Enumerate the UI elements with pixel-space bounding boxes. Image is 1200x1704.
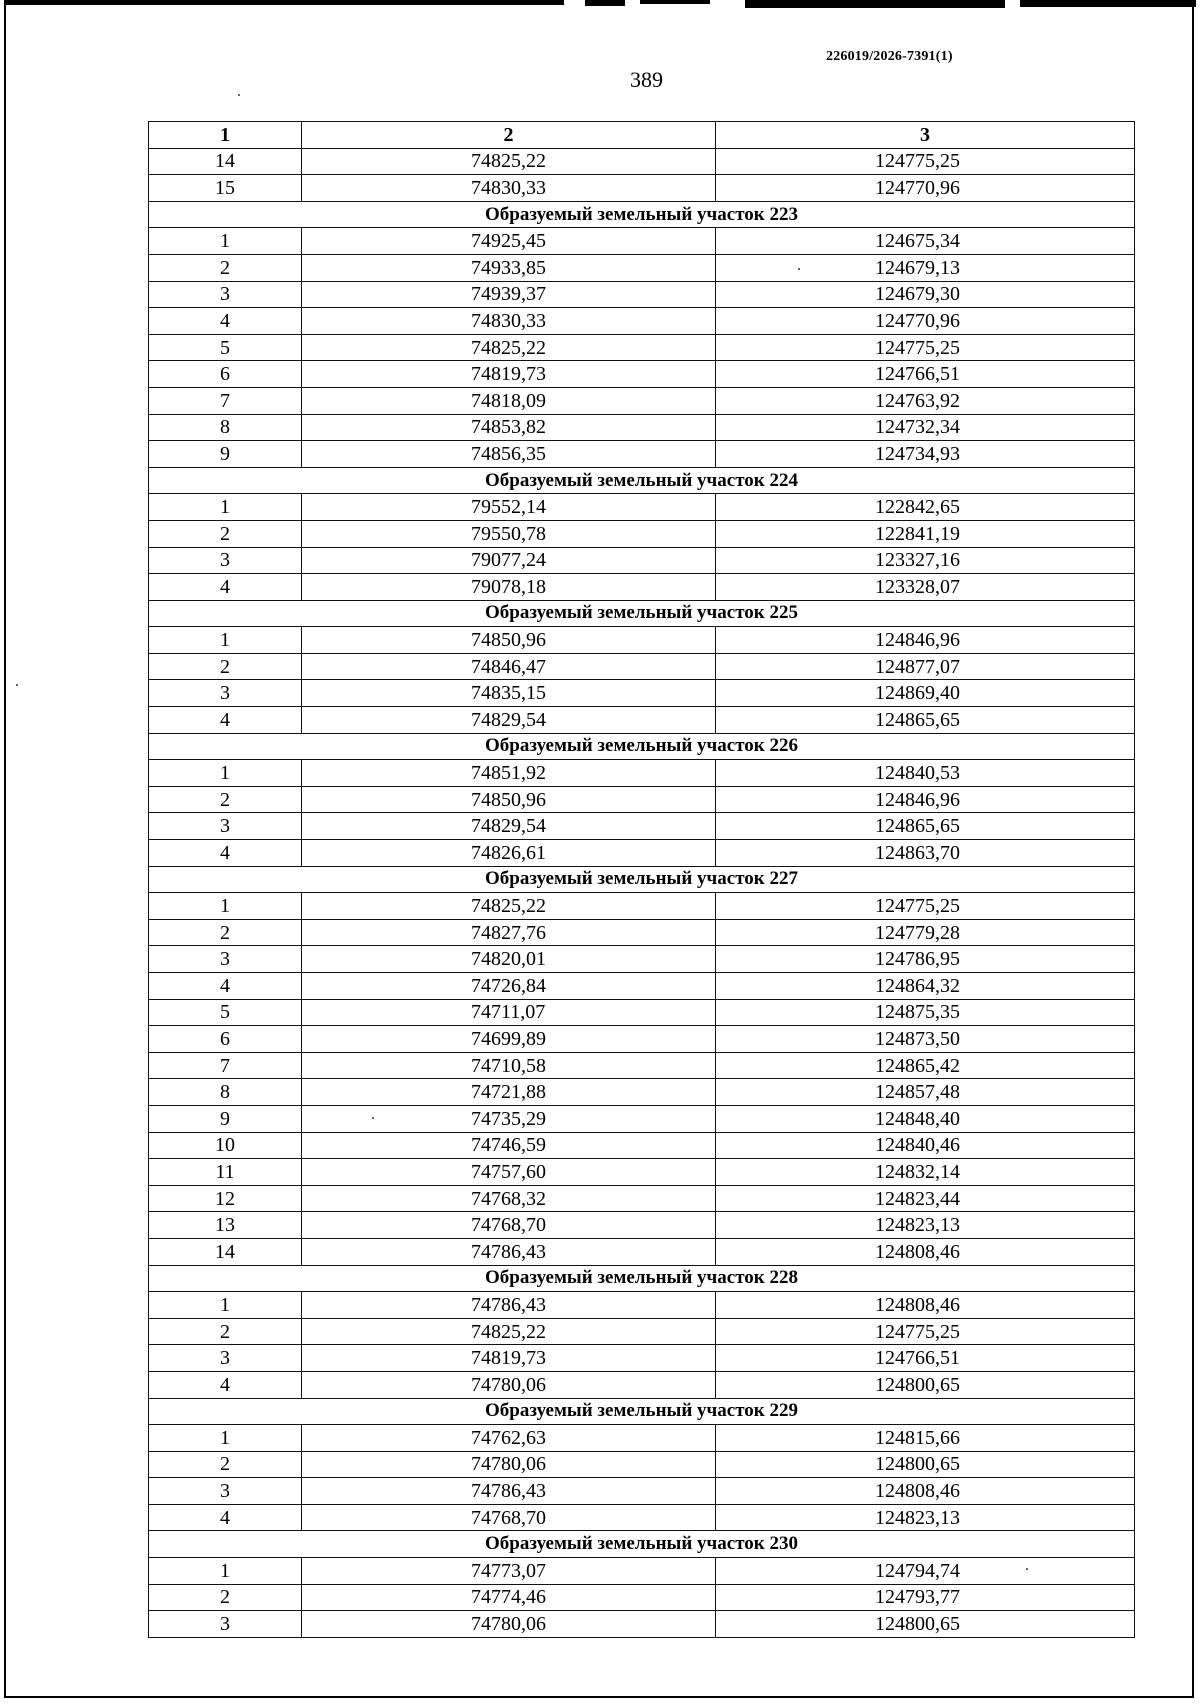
y-coordinate-cell: 124800,65 bbox=[716, 1611, 1135, 1638]
section-row bbox=[149, 600, 1135, 627]
table-row bbox=[149, 627, 1135, 654]
point-number-cell: 4 bbox=[149, 707, 302, 734]
table-row bbox=[149, 973, 1135, 1000]
table-row bbox=[149, 1345, 1135, 1372]
point-number-cell: 15 bbox=[149, 175, 302, 202]
x-coordinate-cell: 74710,58 bbox=[302, 1052, 716, 1079]
table-row bbox=[149, 520, 1135, 547]
table-row bbox=[149, 1318, 1135, 1345]
y-coordinate-cell: 124786,95 bbox=[716, 946, 1135, 973]
table-row bbox=[149, 1026, 1135, 1053]
y-coordinate-cell: 124865,42 bbox=[716, 1052, 1135, 1079]
x-coordinate-cell: 74773,07 bbox=[302, 1558, 716, 1585]
table-row bbox=[149, 281, 1135, 308]
point-number-cell: 3 bbox=[149, 281, 302, 308]
section-row bbox=[149, 733, 1135, 760]
x-coordinate-cell: 74711,07 bbox=[302, 999, 716, 1026]
section-row bbox=[149, 866, 1135, 893]
y-coordinate-cell: 124823,13 bbox=[716, 1504, 1135, 1531]
table-row bbox=[149, 1052, 1135, 1079]
x-coordinate-cell: 74835,15 bbox=[302, 680, 716, 707]
x-coordinate-cell: 74853,82 bbox=[302, 414, 716, 441]
table-row bbox=[149, 680, 1135, 707]
column-header: 2 bbox=[302, 122, 716, 149]
x-coordinate-cell: 74827,76 bbox=[302, 919, 716, 946]
point-number-cell: 8 bbox=[149, 414, 302, 441]
table-row bbox=[149, 1504, 1135, 1531]
point-number-cell: 1 bbox=[149, 1292, 302, 1319]
y-coordinate-cell: 123328,07 bbox=[716, 574, 1135, 601]
section-title: Образуемый земельный участок 228 bbox=[149, 1265, 1135, 1292]
x-coordinate-cell: 74856,35 bbox=[302, 441, 716, 468]
x-coordinate-cell: 74829,54 bbox=[302, 707, 716, 734]
scan-speck bbox=[16, 684, 18, 686]
x-coordinate-cell: 79550,78 bbox=[302, 520, 716, 547]
y-coordinate-cell: 124763,92 bbox=[716, 387, 1135, 414]
y-coordinate-cell: 124766,51 bbox=[716, 1345, 1135, 1372]
point-number-cell: 2 bbox=[149, 1451, 302, 1478]
point-number-cell: 4 bbox=[149, 574, 302, 601]
y-coordinate-cell: 124877,07 bbox=[716, 653, 1135, 680]
y-coordinate-cell: 124875,35 bbox=[716, 999, 1135, 1026]
point-number-cell: 4 bbox=[149, 308, 302, 335]
table-row bbox=[149, 1079, 1135, 1106]
section-title: Образуемый земельный участок 229 bbox=[149, 1398, 1135, 1425]
x-coordinate-cell: 74818,09 bbox=[302, 387, 716, 414]
x-coordinate-cell: 74933,85 bbox=[302, 254, 716, 281]
x-coordinate-cell: 74768,70 bbox=[302, 1212, 716, 1239]
point-number-cell: 13 bbox=[149, 1212, 302, 1239]
table-row bbox=[149, 1371, 1135, 1398]
section-row bbox=[149, 1531, 1135, 1558]
y-coordinate-cell: 124846,96 bbox=[716, 627, 1135, 654]
point-number-cell: 3 bbox=[149, 946, 302, 973]
x-coordinate-cell: 74721,88 bbox=[302, 1079, 716, 1106]
point-number-cell: 7 bbox=[149, 387, 302, 414]
point-number-cell: 6 bbox=[149, 1026, 302, 1053]
table-row bbox=[149, 1478, 1135, 1505]
y-coordinate-cell: 124863,70 bbox=[716, 840, 1135, 867]
x-coordinate-cell: 74768,70 bbox=[302, 1504, 716, 1531]
point-number-cell: 14 bbox=[149, 148, 302, 175]
table-row bbox=[149, 1212, 1135, 1239]
table-row bbox=[149, 760, 1135, 787]
y-coordinate-cell: 124794,74 bbox=[716, 1558, 1135, 1585]
point-number-cell: 2 bbox=[149, 254, 302, 281]
point-number-cell: 2 bbox=[149, 786, 302, 813]
y-coordinate-cell: 124808,46 bbox=[716, 1292, 1135, 1319]
y-coordinate-cell: 124793,77 bbox=[716, 1584, 1135, 1611]
table-row bbox=[149, 1451, 1135, 1478]
x-coordinate-cell: 79077,24 bbox=[302, 547, 716, 574]
section-title: Образуемый земельный участок 223 bbox=[149, 201, 1135, 228]
x-coordinate-cell: 79552,14 bbox=[302, 494, 716, 521]
x-coordinate-cell: 74774,46 bbox=[302, 1584, 716, 1611]
y-coordinate-cell: 124865,65 bbox=[716, 813, 1135, 840]
x-coordinate-cell: 79078,18 bbox=[302, 574, 716, 601]
section-title: Образуемый земельный участок 224 bbox=[149, 467, 1135, 494]
page-number: 389 bbox=[630, 67, 663, 92]
x-coordinate-cell: 74780,06 bbox=[302, 1371, 716, 1398]
table-row bbox=[149, 148, 1135, 175]
table-row bbox=[149, 414, 1135, 441]
point-number-cell: 11 bbox=[149, 1159, 302, 1186]
x-coordinate-cell: 74780,06 bbox=[302, 1611, 716, 1638]
y-coordinate-cell: 124832,14 bbox=[716, 1159, 1135, 1186]
section-title: Образуемый земельный участок 225 bbox=[149, 600, 1135, 627]
y-coordinate-cell: 122841,19 bbox=[716, 520, 1135, 547]
y-coordinate-cell: 124848,40 bbox=[716, 1105, 1135, 1132]
table-row bbox=[149, 919, 1135, 946]
table-row bbox=[149, 1558, 1135, 1585]
y-coordinate-cell: 124800,65 bbox=[716, 1371, 1135, 1398]
y-coordinate-cell: 124840,46 bbox=[716, 1132, 1135, 1159]
y-coordinate-cell: 124840,53 bbox=[716, 760, 1135, 787]
table-row bbox=[149, 1611, 1135, 1638]
table-row bbox=[149, 1584, 1135, 1611]
section-row bbox=[149, 1398, 1135, 1425]
y-coordinate-cell: 124865,65 bbox=[716, 707, 1135, 734]
point-number-cell: 6 bbox=[149, 361, 302, 388]
y-coordinate-cell: 124873,50 bbox=[716, 1026, 1135, 1053]
table-row bbox=[149, 175, 1135, 202]
section-row bbox=[149, 201, 1135, 228]
y-coordinate-cell: 124675,34 bbox=[716, 228, 1135, 255]
table-row bbox=[149, 1105, 1135, 1132]
point-number-cell: 1 bbox=[149, 228, 302, 255]
y-coordinate-cell: 124775,25 bbox=[716, 148, 1135, 175]
point-number-cell: 2 bbox=[149, 919, 302, 946]
table-row bbox=[149, 1132, 1135, 1159]
point-number-cell: 1 bbox=[149, 1425, 302, 1452]
scan-edge-mark bbox=[1020, 0, 1196, 7]
point-number-cell: 2 bbox=[149, 520, 302, 547]
point-number-cell: 9 bbox=[149, 1105, 302, 1132]
point-number-cell: 5 bbox=[149, 999, 302, 1026]
x-coordinate-cell: 74786,43 bbox=[302, 1238, 716, 1265]
y-coordinate-cell: 124775,25 bbox=[716, 893, 1135, 920]
point-number-cell: 7 bbox=[149, 1052, 302, 1079]
x-coordinate-cell: 74757,60 bbox=[302, 1159, 716, 1186]
x-coordinate-cell: 74825,22 bbox=[302, 148, 716, 175]
point-number-cell: 9 bbox=[149, 441, 302, 468]
y-coordinate-cell: 124679,13 bbox=[716, 254, 1135, 281]
point-number-cell: 4 bbox=[149, 1371, 302, 1398]
x-coordinate-cell: 74768,32 bbox=[302, 1185, 716, 1212]
y-coordinate-cell: 124823,13 bbox=[716, 1212, 1135, 1239]
table-row bbox=[149, 1159, 1135, 1186]
x-coordinate-cell: 74825,22 bbox=[302, 1318, 716, 1345]
table-row bbox=[149, 893, 1135, 920]
x-coordinate-cell: 74786,43 bbox=[302, 1292, 716, 1319]
point-number-cell: 3 bbox=[149, 1611, 302, 1638]
y-coordinate-cell: 124770,96 bbox=[716, 308, 1135, 335]
point-number-cell: 2 bbox=[149, 653, 302, 680]
point-number-cell: 3 bbox=[149, 547, 302, 574]
table-row bbox=[149, 574, 1135, 601]
section-row bbox=[149, 467, 1135, 494]
table-header-row bbox=[149, 122, 1135, 149]
y-coordinate-cell: 124679,30 bbox=[716, 281, 1135, 308]
y-coordinate-cell: 124864,32 bbox=[716, 973, 1135, 1000]
table-row bbox=[149, 999, 1135, 1026]
table-row bbox=[149, 813, 1135, 840]
x-coordinate-cell: 74829,54 bbox=[302, 813, 716, 840]
point-number-cell: 2 bbox=[149, 1318, 302, 1345]
y-coordinate-cell: 124857,48 bbox=[716, 1079, 1135, 1106]
table-row bbox=[149, 1292, 1135, 1319]
y-coordinate-cell: 124775,25 bbox=[716, 1318, 1135, 1345]
point-number-cell: 4 bbox=[149, 1504, 302, 1531]
point-number-cell: 10 bbox=[149, 1132, 302, 1159]
y-coordinate-cell: 124815,66 bbox=[716, 1425, 1135, 1452]
point-number-cell: 2 bbox=[149, 1584, 302, 1611]
section-row bbox=[149, 1265, 1135, 1292]
column-header: 1 bbox=[149, 122, 302, 149]
table-row bbox=[149, 308, 1135, 335]
point-number-cell: 4 bbox=[149, 840, 302, 867]
point-number-cell: 3 bbox=[149, 680, 302, 707]
x-coordinate-cell: 74925,45 bbox=[302, 228, 716, 255]
point-number-cell: 4 bbox=[149, 973, 302, 1000]
y-coordinate-cell: 124779,28 bbox=[716, 919, 1135, 946]
column-header: 3 bbox=[716, 122, 1135, 149]
point-number-cell: 3 bbox=[149, 1345, 302, 1372]
y-coordinate-cell: 124732,34 bbox=[716, 414, 1135, 441]
y-coordinate-cell: 124823,44 bbox=[716, 1185, 1135, 1212]
point-number-cell: 3 bbox=[149, 1478, 302, 1505]
table-row bbox=[149, 361, 1135, 388]
table-row bbox=[149, 1238, 1135, 1265]
x-coordinate-cell: 74826,61 bbox=[302, 840, 716, 867]
y-coordinate-cell: 124734,93 bbox=[716, 441, 1135, 468]
document-number: 226019/2026-7391(1) bbox=[826, 49, 953, 64]
point-number-cell: 1 bbox=[149, 494, 302, 521]
point-number-cell: 3 bbox=[149, 813, 302, 840]
table-row bbox=[149, 1185, 1135, 1212]
x-coordinate-cell: 74819,73 bbox=[302, 361, 716, 388]
point-number-cell: 1 bbox=[149, 760, 302, 787]
y-coordinate-cell: 124808,46 bbox=[716, 1238, 1135, 1265]
table-row bbox=[149, 334, 1135, 361]
y-coordinate-cell: 122842,65 bbox=[716, 494, 1135, 521]
table-row bbox=[149, 707, 1135, 734]
table-row bbox=[149, 547, 1135, 574]
y-coordinate-cell: 124766,51 bbox=[716, 361, 1135, 388]
x-coordinate-cell: 74819,73 bbox=[302, 1345, 716, 1372]
x-coordinate-cell: 74851,92 bbox=[302, 760, 716, 787]
x-coordinate-cell: 74746,59 bbox=[302, 1132, 716, 1159]
y-coordinate-cell: 124800,65 bbox=[716, 1451, 1135, 1478]
table-row bbox=[149, 1425, 1135, 1452]
point-number-cell: 1 bbox=[149, 1558, 302, 1585]
scan-edge-mark bbox=[4, 0, 564, 5]
table-row bbox=[149, 786, 1135, 813]
x-coordinate-cell: 74780,06 bbox=[302, 1451, 716, 1478]
x-coordinate-cell: 74726,84 bbox=[302, 973, 716, 1000]
point-number-cell: 14 bbox=[149, 1238, 302, 1265]
point-number-cell: 5 bbox=[149, 334, 302, 361]
section-title: Образуемый земельный участок 227 bbox=[149, 866, 1135, 893]
point-number-cell: 12 bbox=[149, 1185, 302, 1212]
table-row bbox=[149, 494, 1135, 521]
x-coordinate-cell: 74735,29 bbox=[302, 1105, 716, 1132]
section-title: Образуемый земельный участок 230 bbox=[149, 1531, 1135, 1558]
table-row bbox=[149, 228, 1135, 255]
y-coordinate-cell: 124775,25 bbox=[716, 334, 1135, 361]
x-coordinate-cell: 74850,96 bbox=[302, 627, 716, 654]
y-coordinate-cell: 124808,46 bbox=[716, 1478, 1135, 1505]
x-coordinate-cell: 74939,37 bbox=[302, 281, 716, 308]
x-coordinate-cell: 74850,96 bbox=[302, 786, 716, 813]
x-coordinate-cell: 74762,63 bbox=[302, 1425, 716, 1452]
y-coordinate-cell: 124770,96 bbox=[716, 175, 1135, 202]
table-row bbox=[149, 653, 1135, 680]
table-row bbox=[149, 946, 1135, 973]
scan-speck bbox=[238, 94, 240, 96]
point-number-cell: 8 bbox=[149, 1079, 302, 1106]
table-row bbox=[149, 387, 1135, 414]
x-coordinate-cell: 74846,47 bbox=[302, 653, 716, 680]
y-coordinate-cell: 124869,40 bbox=[716, 680, 1135, 707]
y-coordinate-cell: 123327,16 bbox=[716, 547, 1135, 574]
scan-edge-mark bbox=[640, 0, 710, 4]
scan-edge-mark bbox=[745, 0, 1005, 8]
x-coordinate-cell: 74830,33 bbox=[302, 308, 716, 335]
point-number-cell: 1 bbox=[149, 893, 302, 920]
x-coordinate-cell: 74830,33 bbox=[302, 175, 716, 202]
table-row bbox=[149, 441, 1135, 468]
section-title: Образуемый земельный участок 226 bbox=[149, 733, 1135, 760]
x-coordinate-cell: 74786,43 bbox=[302, 1478, 716, 1505]
scan-edge-mark bbox=[585, 0, 625, 6]
x-coordinate-cell: 74699,89 bbox=[302, 1026, 716, 1053]
table-row bbox=[149, 840, 1135, 867]
coordinates-table bbox=[148, 121, 1135, 1638]
y-coordinate-cell: 124846,96 bbox=[716, 786, 1135, 813]
table-row bbox=[149, 254, 1135, 281]
x-coordinate-cell: 74825,22 bbox=[302, 893, 716, 920]
point-number-cell: 1 bbox=[149, 627, 302, 654]
x-coordinate-cell: 74820,01 bbox=[302, 946, 716, 973]
x-coordinate-cell: 74825,22 bbox=[302, 334, 716, 361]
